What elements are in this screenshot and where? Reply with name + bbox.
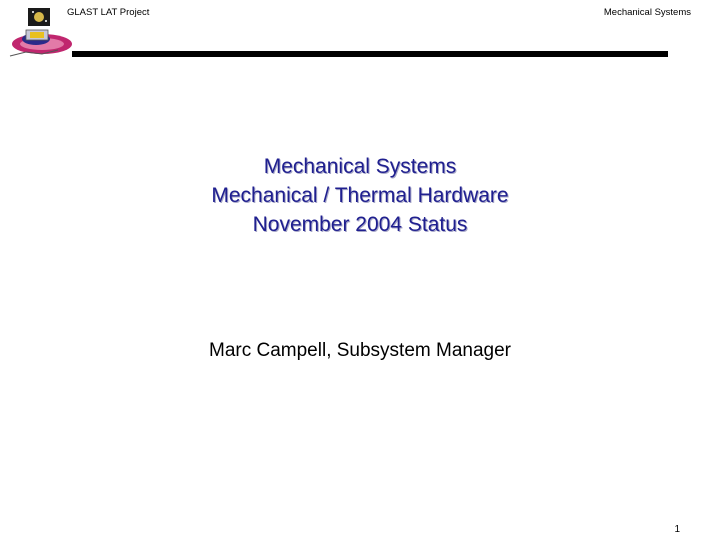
title-line-3: November 2004 Status xyxy=(252,213,468,236)
title-line-2: Mechanical / Thermal Hardware xyxy=(211,184,509,207)
header-rule xyxy=(72,51,668,57)
project-name: GLAST LAT Project xyxy=(67,7,150,18)
subsystem-name: Mechanical Systems xyxy=(603,7,691,18)
presenter-line: Marc Campell, Subsystem Manager xyxy=(209,340,511,361)
glast-logo-icon xyxy=(6,4,74,60)
slide-title xyxy=(60,152,660,239)
page-number: 1 xyxy=(674,524,680,535)
title-line-1: Mechanical Systems xyxy=(263,155,457,178)
